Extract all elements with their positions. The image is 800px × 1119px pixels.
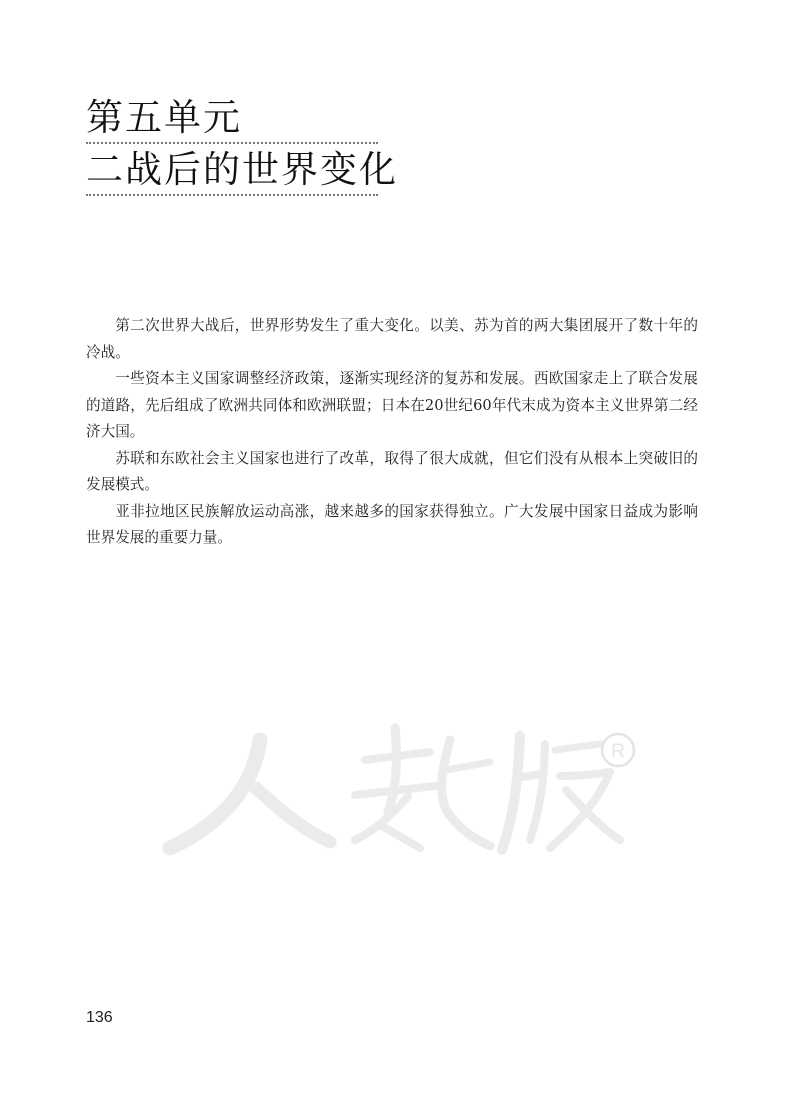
paragraph: 一些资本主义国家调整经济政策，逐渐实现经济的复苏和发展。西欧国家走上了联合发展的道路，先后组成了欧洲共同体和欧洲联盟；日本在20世纪60年代末成为资本主义世界第二经济大国。 [86,370,698,440]
chapter-title: 二战后的世界变化 [86,148,378,196]
publisher-watermark [150,700,650,870]
chapter-heading [86,96,398,196]
paragraph: 苏联和东欧社会主义国家也进行了改革，取得了很大成就，但它们没有从根本上突破旧的发展模式。 [86,449,698,493]
paragraph: 第二次世界大战后，世界形势发生了重大变化。以美、苏为首的两大集团展开了数十年的冷战。 [86,317,698,361]
paragraph: 亚非拉地区民族解放运动高涨，越来越多的国家获得独立。广大发展中国家日益成为影响世界发展的重要力量。 [86,502,698,546]
intro-text [86,313,698,552]
svg-text:R: R [611,741,625,762]
unit-title: 第五单元 [86,96,378,144]
page-number: 136 [86,1009,113,1026]
